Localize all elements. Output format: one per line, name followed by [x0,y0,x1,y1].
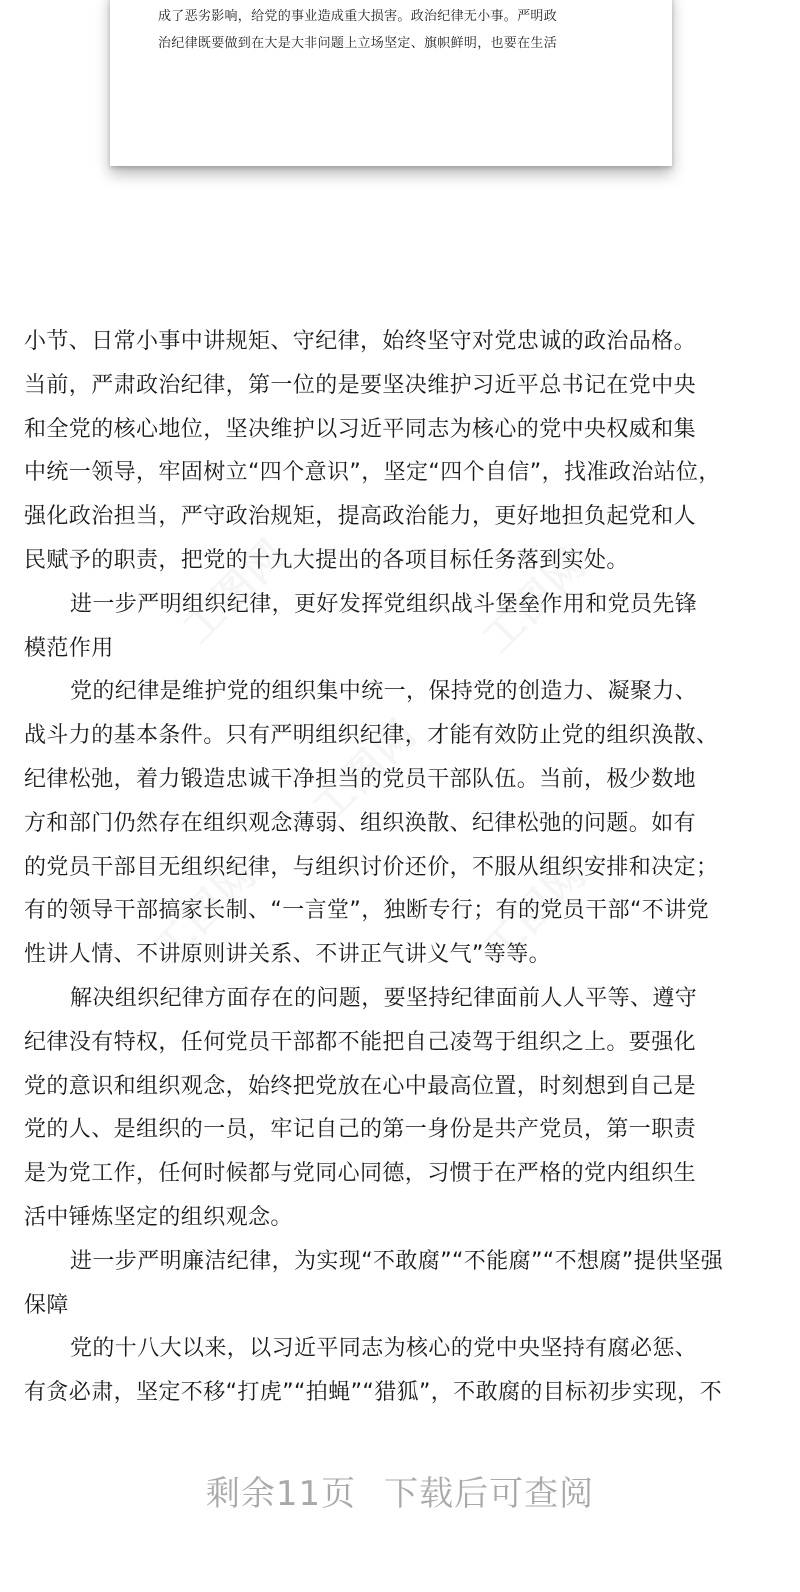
watermark-logo: 工图网 [174,530,297,652]
body-text-line: 小节、日常小事中讲规矩、守纪律，始终坚守对党忠诚的政治品格。 [24,329,697,354]
body-text-line: 方和部门仍然存在组织观念薄弱、组织涣散、纪律松弛的问题。如有 [24,810,697,836]
section-heading-line: 模范作用 [24,635,114,661]
body-text-line: 强化政治担当，严守政治规矩，提高政治能力，更好地担负起党和人 [24,504,697,530]
body-text-line: 和全党的核心地位，坚决维护以习近平同志为核心的党中央权威和集 [24,416,697,442]
body-text-line: 解决组织纪律方面存在的问题，要坚持纪律面前人人平等、遵守 [70,985,698,1011]
body-text-line: 党的纪律是维护党的组织集中统一，保持党的创造力、凝聚力、 [70,679,698,705]
download-to-view-text: 下载后可查阅 [384,1474,595,1514]
watermark-logo: 工图网 [304,710,427,832]
document-body [24,320,776,1415]
body-text-line: 的党员干部目无组织纪律，与组织讨价还价，不服从组织安排和决定； [24,854,719,880]
body-text-line: 性讲人情、不讲原则讲关系、不讲正气讲义气”等等。 [24,942,551,968]
watermark-logo: 工图网 [474,540,597,662]
body-text-line: 活中锤炼坚定的组织观念。 [24,1204,293,1230]
body-text-line: 中统一领导，牢固树立“四个意识”，坚定“四个自信”，找准政治站位， [24,460,721,486]
body-text-line: 纪律没有特权，任何党员干部都不能把自己凌驾于组织之上。要强化 [24,1029,697,1055]
body-text-line: 党的意识和组织观念，始终把党放在心中最高位置，时刻想到自己是 [24,1073,697,1099]
body-text-line: 当前，严肃政治纪律，第一位的是要坚决维护习近平总书记在党中央 [24,372,697,398]
preview-text-line: 治纪律既要做到在大是大非问题上立场坚定、旗帜鲜明，也要在生活 [158,36,558,51]
section-heading-line: 保障 [24,1292,69,1318]
watermark-logo: 工图网 [144,850,267,972]
preview-text-line: 成了恶劣影响，给党的事业造成重大损害。政治纪律无小事。严明政 [158,9,558,24]
remaining-pages-notice[interactable] [0,1466,800,1515]
body-text-line: 是为党工作，任何时候都与党同心同德，习惯于在严格的党内组织生 [24,1161,697,1187]
body-text-line: 战斗力的基本条件。只有严明组织纪律，才能有效防止党的组织涣散、 [24,723,719,749]
watermark-logo: 工图网 [474,850,597,972]
section-heading-line: 进一步严明廉洁纪律，为实现“不敢腐”“不能腐”“不想腐”提供坚强 [70,1248,724,1274]
remaining-pages-count: 剩余11页 [205,1474,357,1514]
body-text-line: 有的领导干部搞家长制、“一言堂”，独断专行；有的党员干部“不讲党 [24,898,709,924]
body-text-line: 纪律松弛，着力锻造忠诚干净担当的党员干部队伍。当前，极少数地 [24,766,697,792]
body-text-line: 有贪必肃，坚定不移“打虎”“拍蝇”“猎狐”，不敢腐的目标初步实现，不 [24,1380,722,1406]
body-text-line: 民赋予的职责，把党的十九大提出的各项目标任务落到实处。 [24,547,629,573]
body-text-line: 党的人、是组织的一员，牢记自己的第一身份是共产党员，第一职责 [24,1117,697,1143]
section-heading-line: 进一步严明组织纪律，更好发挥党组织战斗堡垒作用和党员先锋 [70,591,698,617]
page-preview-card [110,0,672,166]
body-text-line: 党的十八大以来，以习近平同志为核心的党中央坚持有腐必惩、 [70,1336,698,1362]
